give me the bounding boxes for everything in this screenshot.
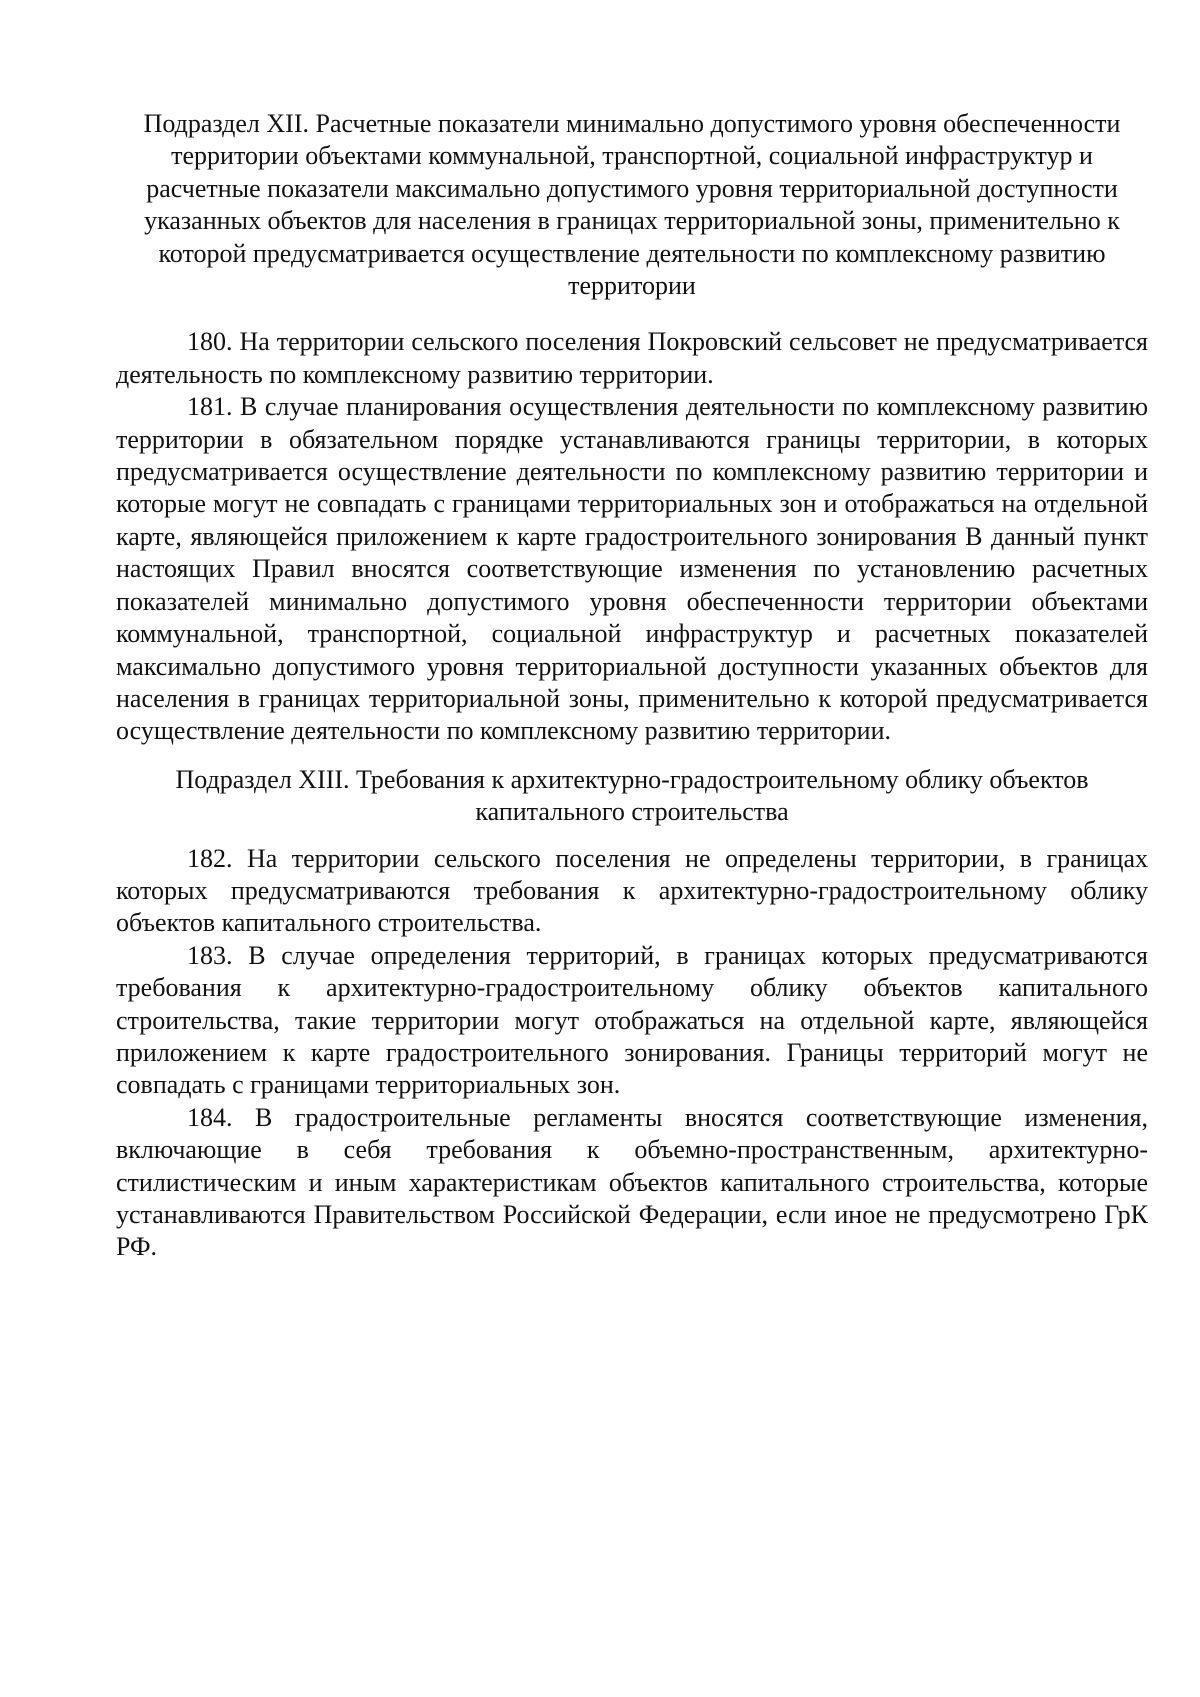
- paragraph-184: 184. В градостроительные регламенты вносятся соответствующие изменения, включающие в себя требования к объемно-пространственным, архитектурно-стилистическим и иным характеристикам объектов капитального строительства, которые устанавливаются Правительством Российской Федерации, если иное не предусмотрено ГрК РФ.: [116, 1102, 1148, 1262]
- subsection-12-title: Подраздел XII. Расчетные показатели минимально допустимого уровня обеспеченности территории объектами коммунальной, транспортной, социальной инфраструктур и расчетные показатели максимально допустимого уровня территориальной доступности указанных объектов для населения в границах территориальной зоны, применительно к которой предусматривается осуществление деятельности по комплексному развитию территории: [143, 109, 1121, 301]
- subsection-13-body: [116, 843, 1148, 1264]
- paragraph-180: 180. На территории сельского поселения Покровский сельсовет не предусматривается деятельность по комплексному развитию территории.: [116, 327, 1148, 389]
- document-page: [116, 108, 1148, 1264]
- subsection-13-title: Подраздел XIII. Требования к архитектурно-градостроительному облику объектов капитального строительства: [175, 764, 1089, 827]
- subsection-12-body: [116, 326, 1148, 747]
- paragraph-182: 182. На территории сельского поселения не определены территории, в границах которых предусматриваются требования к архитектурно-градостроительному облику объектов капитального строительства.: [116, 843, 1148, 938]
- spacer: [116, 748, 1148, 764]
- paragraph-181: 181. В случае планирования осуществления деятельности по комплексному развитию территории в обязательном порядке устанавливаются границы территории, в которых предусматривается осуществление деятельности по комплексному развитию территории и которые могут не совпадать с границами территориальных зон и отображаться на отдельной карте, являющейся приложением к карте градостроительного зонирования В данный пункт настоящих Правил вносятся соответствующие изменения по установлению расчетных показателей минимально допустимого уровня обеспеченности территории объектами коммунальной, транспортной, социальной инфраструктур и расчетных показателей максимально допустимого уровня территориальной доступности указанных объектов для населения в границах территориальной зоны, применительно к которой предусматривается осуществление деятельности по комплексному развитию территории.: [116, 392, 1148, 746]
- paragraph-183: 183. В случае определения территорий, в границах которых предусматриваются требования к архитектурно-градостроительному облику объектов капитального строительства, такие территории могут отображаться на отдельной карте, являющейся приложением к карте градостроительного зонирования. Границы территорий могут не совпадать с границами территориальных зон.: [116, 940, 1148, 1100]
- spacer: [116, 829, 1148, 843]
